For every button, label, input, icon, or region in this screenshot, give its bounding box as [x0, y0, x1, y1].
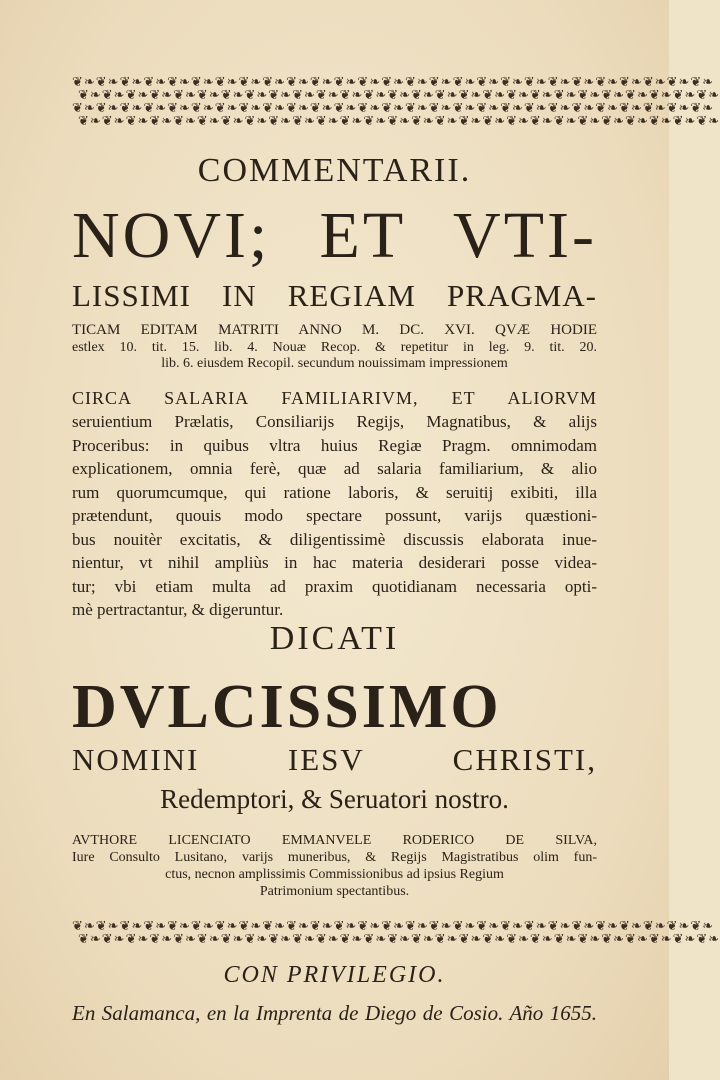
bottom-ornament-band: [72, 919, 720, 948]
author-line-1: AVTHORE LICENCIATO EMMANVELE RODERICO DE SILVA,: [72, 833, 597, 848]
author-line-2: Iure Consulto Lusitano, varijs muneribus, & Regijs Magistratibus olim fun-: [72, 850, 597, 865]
dulcissimo-heading: DVLCISSIMO: [72, 673, 502, 741]
title-line-1: NOVI; ET VTI-: [72, 199, 597, 272]
dicati-heading: DICATI: [269, 620, 400, 657]
imprint-line: En Salamanca, en la Imprenta de Diego de Cosio. Año 1655.: [72, 1001, 597, 1025]
body-heading: CIRCA SALARIA FAMILIARIVM, ET ALIORVM: [72, 388, 597, 408]
ornament-row: ❦❧❦❧❦❧❦❧❦❧❦❧❦❧❦❧❦❧❦❧❦❧❦❧❦❧❦❧❦❧❦❧❦❧❦❧❦❧❦❧❦❧❦❧❦❧❦❧❦❧❦❧❦❧: [78, 114, 720, 129]
title-line-3: TICAM EDITAM MATRITI ANNO M. DC. XVI. QVÆ HODIE: [72, 322, 597, 338]
body-line: prætendunt, quouis modo spectare possunt, varijs quæstioni-: [72, 506, 597, 525]
nomini-line: NOMINI IESV CHRISTI,: [72, 742, 597, 777]
author-line-4: Patrimonium spectantibus.: [259, 884, 410, 899]
ornament-row: ❦❧❦❧❦❧❦❧❦❧❦❧❦❧❦❧❦❧❦❧❦❧❦❧❦❧❦❧❦❧❦❧❦❧❦❧❦❧❦❧❦❧❦❧❦❧❦❧❦❧❦❧❦❧: [72, 919, 715, 934]
body-line: explicationem, omnia ferè, quæ ad salaria familiarium, & alio: [72, 459, 597, 478]
title-line-5: lib. 6. eiusdem Recopil. secundum nouissimam impressionem: [161, 356, 508, 371]
body-line: tur; vbi etiam multa ad praxim quotidianam necessaria opti-: [72, 576, 597, 596]
title-line-2: LISSIMI IN REGIAM PRAGMA-: [72, 278, 597, 313]
redemptori-line: Redemptori, & Seruatori nostro.: [160, 784, 509, 814]
privilege-line: CON PRIVILEGIO.: [223, 962, 446, 988]
author-line-3: ctus, necnon amplissimis Commissionibus ad ipsius Regium: [165, 867, 504, 882]
ornament-row: ❦❧❦❧❦❧❦❧❦❧❦❧❦❧❦❧❦❧❦❧❦❧❦❧❦❧❦❧❦❧❦❧❦❧❦❧❦❧❦❧❦❧❦❧❦❧❦❧❦❧❦❧❦❧: [78, 88, 720, 103]
body-line: seruientium Prælatis, Consiliarijs Regijs, Magnatibus, & alijs: [72, 412, 597, 431]
body-paragraph: [72, 410, 597, 622]
body-line: rum quorumcumque, qui ratione laboris, & seruitij exibiti, illa: [72, 482, 597, 502]
body-line: nientur, vt nihil ampliùs in hac materia desiderari posse videa-: [72, 553, 597, 572]
body-line: mè pertractantur, & digeruntur.: [72, 600, 284, 619]
commentarii-heading: COMMENTARII.: [197, 152, 472, 189]
top-ornament-band: [72, 75, 720, 132]
ornament-row: ❦❧❦❧❦❧❦❧❦❧❦❧❦❧❦❧❦❧❦❧❦❧❦❧❦❧❦❧❦❧❦❧❦❧❦❧❦❧❦❧❦❧❦❧❦❧❦❧❦❧❦❧❦❧: [72, 101, 715, 116]
ornament-row: ❦❧❦❧❦❧❦❧❦❧❦❧❦❧❦❧❦❧❦❧❦❧❦❧❦❧❦❧❦❧❦❧❦❧❦❧❦❧❦❧❦❧❦❧❦❧❦❧❦❧❦❧❦❧: [72, 75, 715, 90]
body-line: Proceribus: in quibus vltra huius Regiæ Pragm. omnimodam: [72, 435, 597, 455]
ornament-row: ❦❧❦❧❦❧❦❧❦❧❦❧❦❧❦❧❦❧❦❧❦❧❦❧❦❧❦❧❦❧❦❧❦❧❦❧❦❧❦❧❦❧❦❧❦❧❦❧❦❧❦❧❦❧: [78, 932, 720, 947]
body-line: bus nouitèr excitatis, & diligentissimè discussis elaborata inue-: [72, 529, 597, 549]
title-line-4: estlex 10. tit. 15. lib. 4. Nouæ Recop. & repetitur in leg. 9. tit. 20.: [72, 340, 597, 355]
